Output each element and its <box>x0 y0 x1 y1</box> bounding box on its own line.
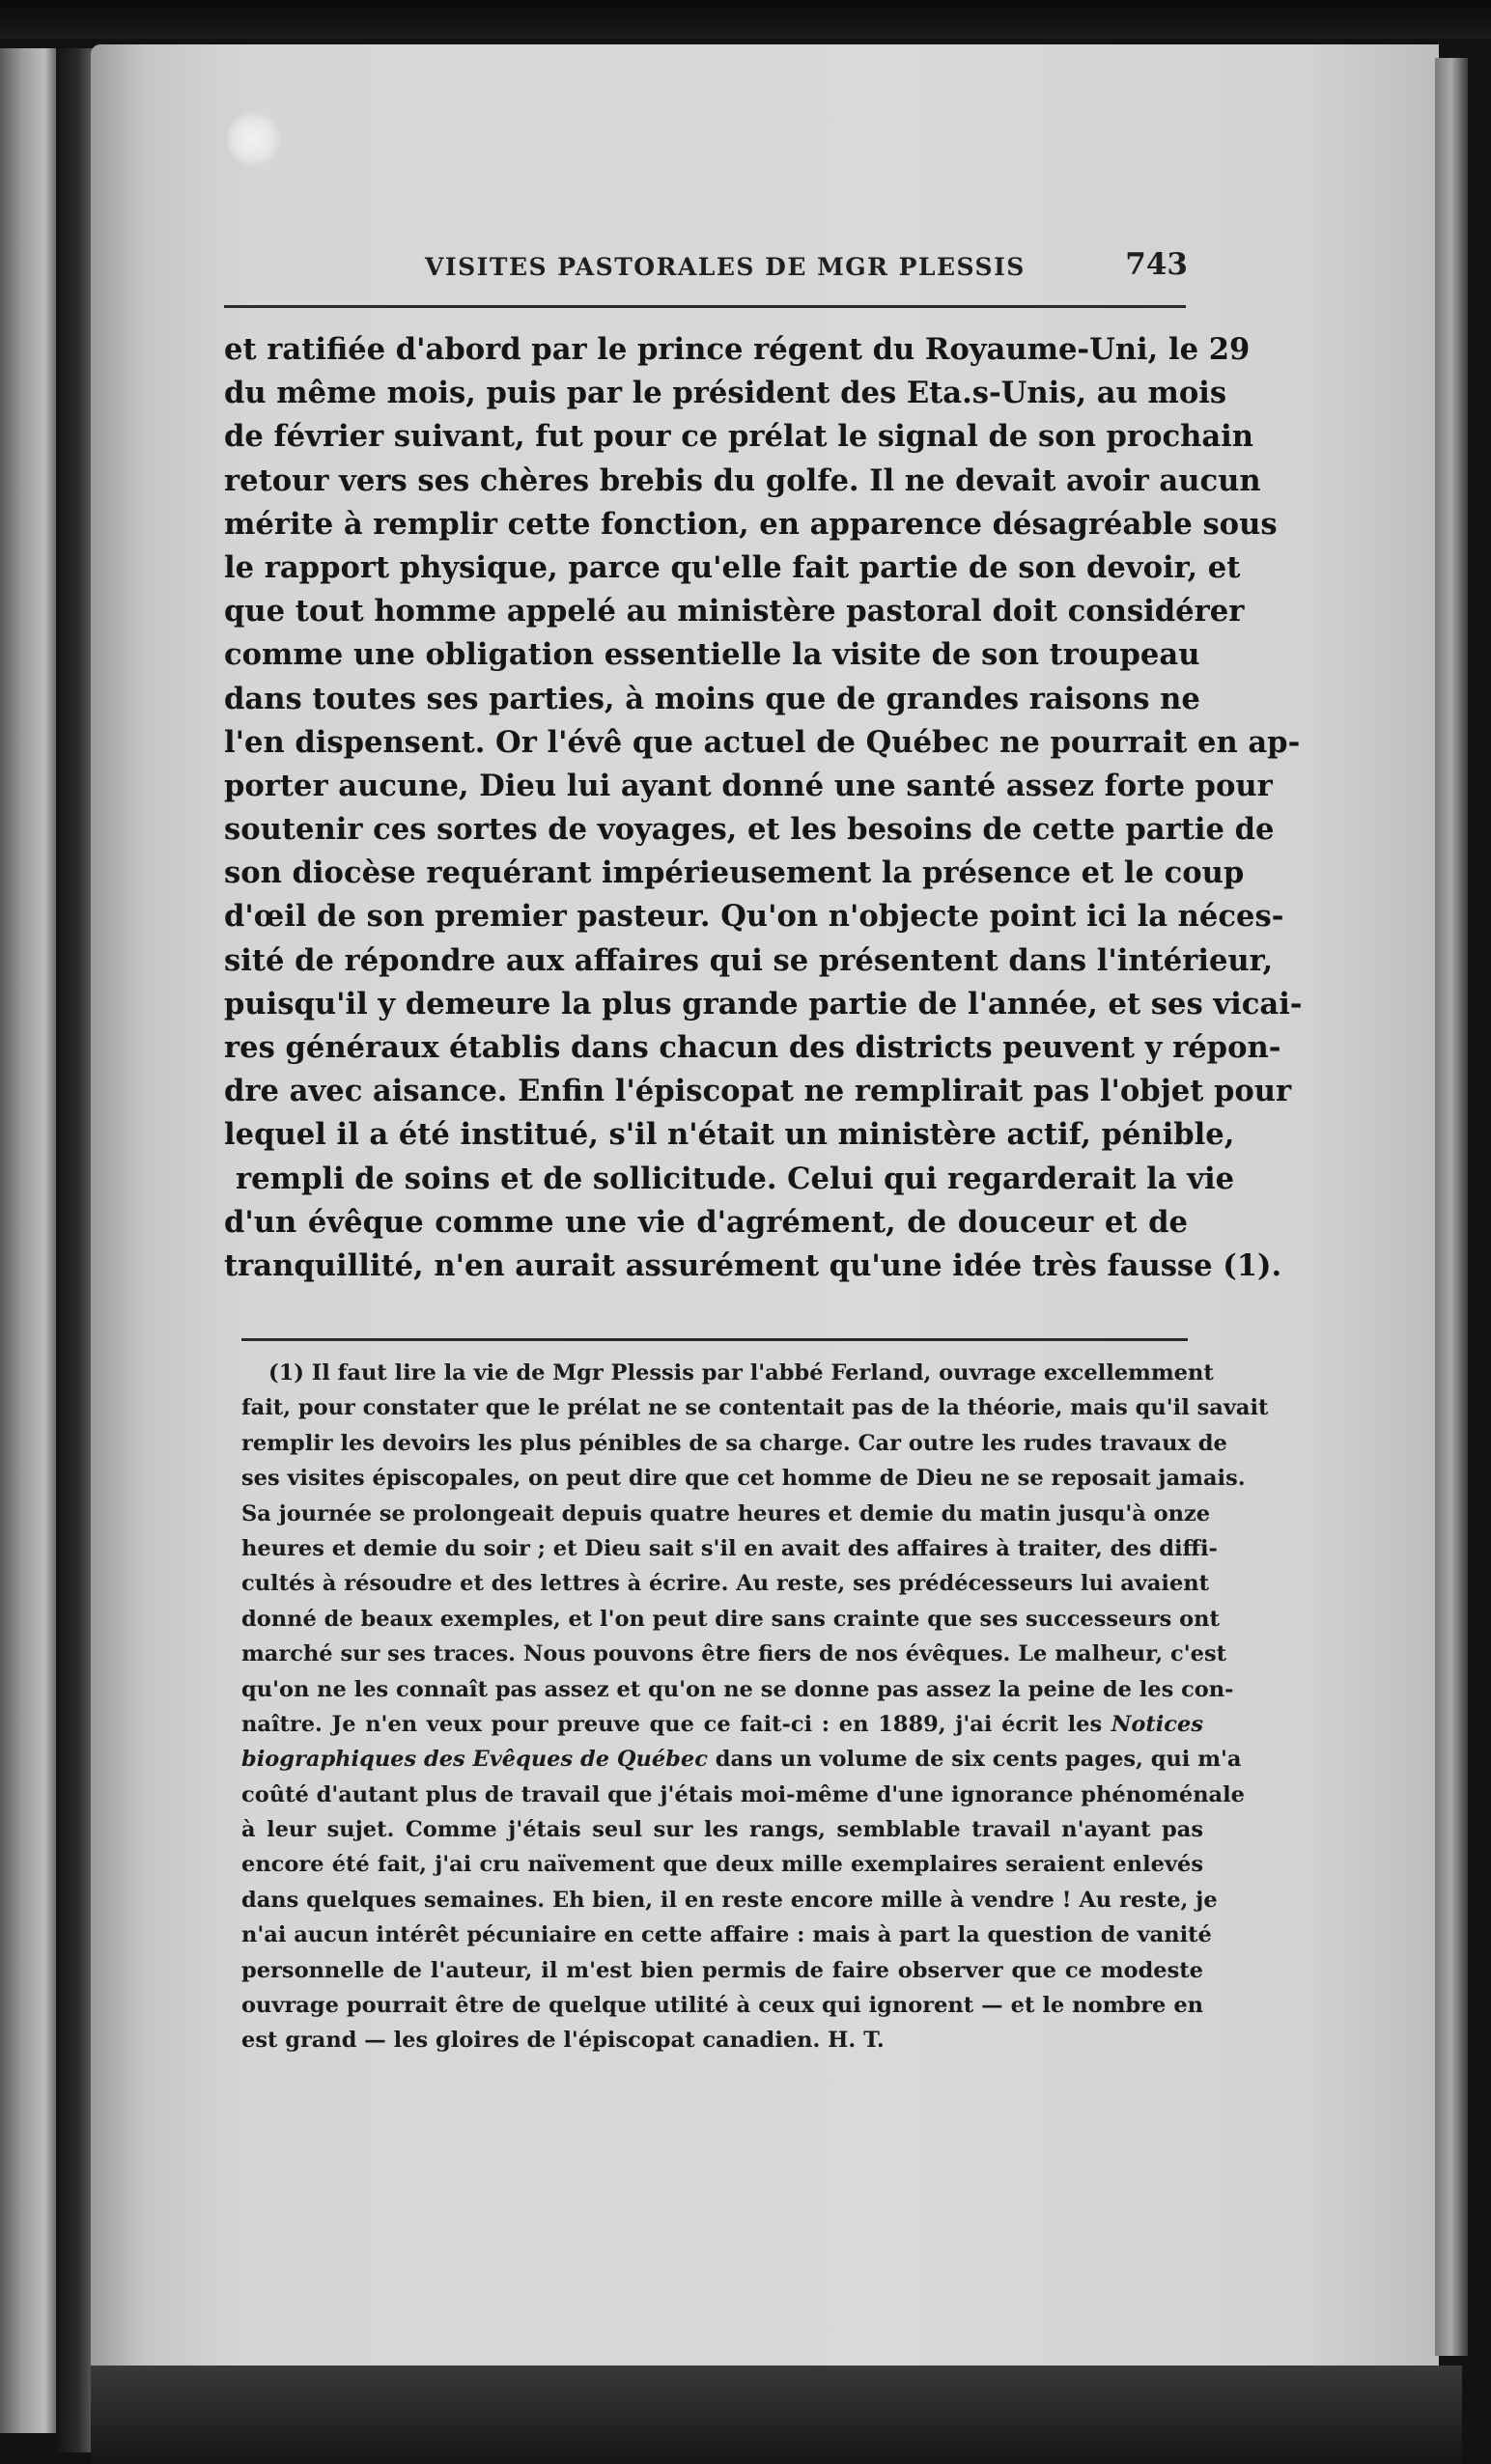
footnote-line: ses visites épiscopales, on peut dire que cet homme de Dieu ne se reposait jamais. <box>241 1466 1246 1492</box>
footnote-line: qu'on ne les connaît pas assez et qu'on ne se donne pas assez la peine de les con- <box>241 1676 1234 1702</box>
footnote <box>241 1356 1269 2058</box>
footnote-line: coûté d'autant plus de travail que j'étais moi-même d'une ignorance phénoménale <box>241 1781 1245 1807</box>
body-line: et ratifiée d'abord par le prince régent du Royaume-Uni, le 29 <box>224 332 1251 367</box>
page-number: 743 <box>1125 247 1188 282</box>
body-line: de février suivant, fut pour ce prélat le signal de son prochain <box>224 419 1254 455</box>
facing-page-edge <box>0 48 56 2433</box>
footnote-rule <box>241 1338 1188 1341</box>
body-line: dre avec aisance. Enfin l'épiscopat ne remplirait pas l'objet pour <box>224 1074 1292 1109</box>
footnote-line: remplir les devoirs les plus pénibles de sa charge. Car outre les rudes travaux de <box>241 1430 1227 1456</box>
body-line: son diocèse requérant impérieusement la présence et le coup <box>224 855 1245 891</box>
body-paragraph <box>224 328 1303 1288</box>
footnote-line-text: dans un volume de six cents pages, qui m'a <box>715 1747 1242 1773</box>
body-line: soutenir ces sortes de voyages, et les besoins de cette partie de <box>224 812 1275 848</box>
body-line: d'un évêque comme une vie d'agrément, de douceur et de <box>224 1204 1188 1240</box>
body-line: d'œil de son premier pasteur. Qu'on n'objecte point ici la néces- <box>224 899 1284 935</box>
footnote-line: marché sur ses traces. Nous pouvons être fiers de nos évêques. Le malheur, c'est <box>241 1641 1227 1667</box>
footnote-line <box>241 1707 1203 1742</box>
body-line: retour vers ses chères brebis du golfe. Il ne devait avoir aucun <box>224 462 1261 498</box>
body-line: porter aucune, Dieu lui ayant donné une santé assez forte pour <box>224 768 1273 803</box>
footnote-line: (1) Il faut lire la vie de Mgr Plessis par l'abbé Ferland, ouvrage excellemment <box>268 1360 1214 1386</box>
body-line: tranquillité, n'en aurait assurément qu'une idée très fausse (1). <box>224 1247 1282 1283</box>
body-line: dans toutes ses parties, à moins que de grandes raisons ne <box>224 681 1200 716</box>
body-line: mérite à remplir cette fonction, en apparence désagréable sous <box>224 506 1278 542</box>
footnote-line: cultés à résoudre et des lettres à écrire. Au reste, ses prédécesseurs lui avaient <box>241 1571 1210 1597</box>
body-line: rempli de soins et de sollicitude. Celui qui regarderait la vie <box>236 1161 1235 1196</box>
footnote-line: à leur sujet. Comme j'étais seul sur les rangs, semblable travail n'ayant pas <box>241 1817 1203 1843</box>
header-rule <box>224 305 1186 308</box>
scan-bottom-border <box>91 2366 1462 2464</box>
footnote-line: dans quelques semaines. Eh bien, il en reste encore mille à vendre ! Au reste, je <box>241 1887 1218 1913</box>
footnote-line: ouvrage pourrait être de quelque utilité à ceux qui ignorent — et le nombre en <box>241 1993 1203 2019</box>
paper-stain <box>226 112 280 166</box>
body-line: l'en dispensent. Or l'évê que actuel de Québec ne pourrait en ap- <box>224 724 1301 760</box>
body-line: que tout homme appelé au ministère pastoral doit considérer <box>224 594 1245 630</box>
body-line: le rapport physique, parce qu'elle fait partie de son devoir, et <box>224 549 1241 585</box>
footnote-line: donné de beaux exemples, et l'on peut dire sans crainte que ses successeurs ont <box>241 1606 1220 1632</box>
book-spine-shadow <box>56 48 93 2452</box>
body-line: sité de répondre aux affaires qui se présentent dans l'intérieur, <box>224 942 1274 978</box>
body-line: du même mois, puis par le président des Eta.s-Unis, au mois <box>224 376 1227 411</box>
footnote-line: fait, pour constater que le prélat ne se contentait pas de la théorie, mais qu'il savait <box>241 1395 1269 1421</box>
body-line: res généraux établis dans chacun des districts peuvent y répon- <box>224 1030 1281 1065</box>
body-line: lequel il a été institué, s'il n'était un ministère actif, pénible, <box>224 1117 1235 1153</box>
italic-title-part: biographiques des Evêques de Québec <box>241 1747 708 1773</box>
footnote-line: encore été fait, j'ai cru naïvement que deux mille exemplaires seraient enlevés <box>241 1852 1203 1878</box>
page-right-edge <box>1435 58 1468 2356</box>
running-title: VISITES PASTORALES DE MGR PLESSIS <box>425 253 1026 281</box>
footnote-line: heures et demie du soir ; et Dieu sait s'il en avait des affaires à traiter, des diffi- <box>241 1535 1218 1561</box>
footnote-line-text: naître. Je n'en veux pour preuve que ce fait-ci : en 1889, j'ai écrit les <box>241 1711 1111 1737</box>
page-header <box>425 247 1188 292</box>
footnote-line <box>241 1742 1242 1777</box>
footnote-line: personnelle de l'auteur, il m'est bien permis de faire observer que ce modeste <box>241 1957 1203 1983</box>
italic-title-part: Notices <box>1111 1711 1203 1737</box>
footnote-line: est grand — les gloires de l'épiscopat canadien. H. T. <box>241 2028 885 2054</box>
footnote-line: Sa journée se prolongeait depuis quatre heures et demie du matin jusqu'à onze <box>241 1500 1211 1526</box>
scan-top-border <box>0 0 1491 39</box>
body-line: puisqu'il y demeure la plus grande partie de l'année, et ses vicai- <box>224 986 1303 1022</box>
footnote-line: n'ai aucun intérêt pécuniaire en cette affaire : mais à part la question de vanité <box>241 1922 1212 1948</box>
body-line: comme une obligation essentielle la visite de son troupeau <box>224 637 1200 673</box>
